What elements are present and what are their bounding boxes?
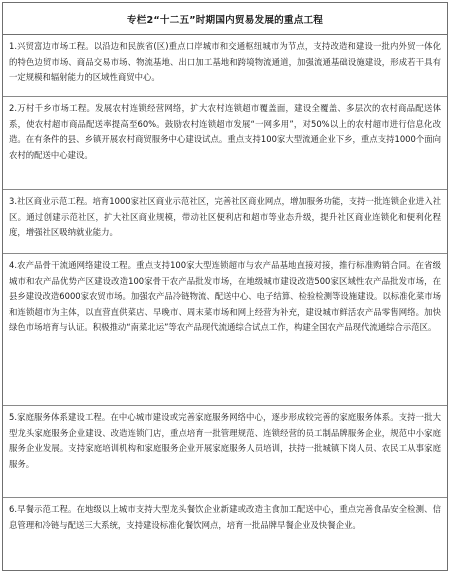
project-item-home-service-system: 5.家庭服务体系建设工程。在中心城市建设或完善家庭服务网络中心，逐步形成较完善的家庭服务体系。支持一批大型龙头家庭服务企业建设、改造连锁门店，重点培育一批管理规范、连锁经营的员工制品牌服务企业，规范中小家庭服务企业发展。支持家庭培训机构和家庭服务企业开展家庭服务人员培训，扶持一批城镇下岗人员、农民工从事家庭服务。 xyxy=(3,406,447,498)
project-item-village-market: 2.万村千乡市场工程。发展农村连锁经营网络，扩大农村连锁超市覆盖面，建设全覆盖、多层次的农村商品配送体系，使农村超市商品配送率提高至60%。鼓励农村连锁超市发展“一网多用”，对50%以上的农村超市进行信息化改造。在有条件的县、乡镇开展农村商贸服务中心建设试点。重点支持100家大型流通企业下乡，重点支持1000个面向农村的配送中心建设。 xyxy=(3,97,447,190)
box-title: 专栏2“十二五”时期国内贸易发展的重点工程 xyxy=(3,3,447,35)
project-item-community-commerce: 3.社区商业示范工程。培育1000家社区商业示范社区，完善社区商业网点，增加服务功能，支持一批连锁企业进入社区。通过创建示范社区，扩大社区商业规模，带动社区便利店和超市等业态升级，提升社区商业连锁化和便利化程度，增强社区吸纳就业能力。 xyxy=(3,190,447,254)
special-column-box xyxy=(2,2,448,571)
project-item-breakfast-demo: 6.早餐示范工程。在地级以上城市支持大型龙头餐饮企业新建或改造主食加工配送中心，重点完善食品安全检测、信息管理和冷链与配送三大系统，支持建设标准化餐饮网点，培育一批品牌早餐企业及快餐企业。 xyxy=(9,504,441,530)
project-item-border-trade-market: 1.兴贸富边市场工程。以沿边和民族省(区)重点口岸城市和交通枢纽城市为节点，支持改造和建设一批内外贸一体化的特色边贸市场、商品交易市场、物流基地、出口加工基地和跨境物流通道，加强流通基础设施建设，形成若干具有一定规模和辐射能力的区域性商贸中心。 xyxy=(3,35,447,97)
project-item-agri-circulation-network: 4.农产品骨干流通网络建设工程。重点支持100家大型连锁超市与农产品基地直接对接，推行标准购销合同。在省级城市和农产品优势产区建设改造100家骨干农产品批发市场，在地级城市建设改造500家区域性农产品批发市场，在县乡建设改造6000家农贸市场。加强农产品冷链物流、配送中心、电子结算、检验检测等设施建设。以标准化菜市场和连锁超市为主体，以直营直供菜店、早晚市、周末菜市场和网上经营为补充，建设城市鲜活农产品零售网络。加快绿色市场培育与认证。积极推动“南菜北运”等农产品现代流通综合试点工作，构建全国农产品现代流通综合示范区。 xyxy=(3,254,447,406)
